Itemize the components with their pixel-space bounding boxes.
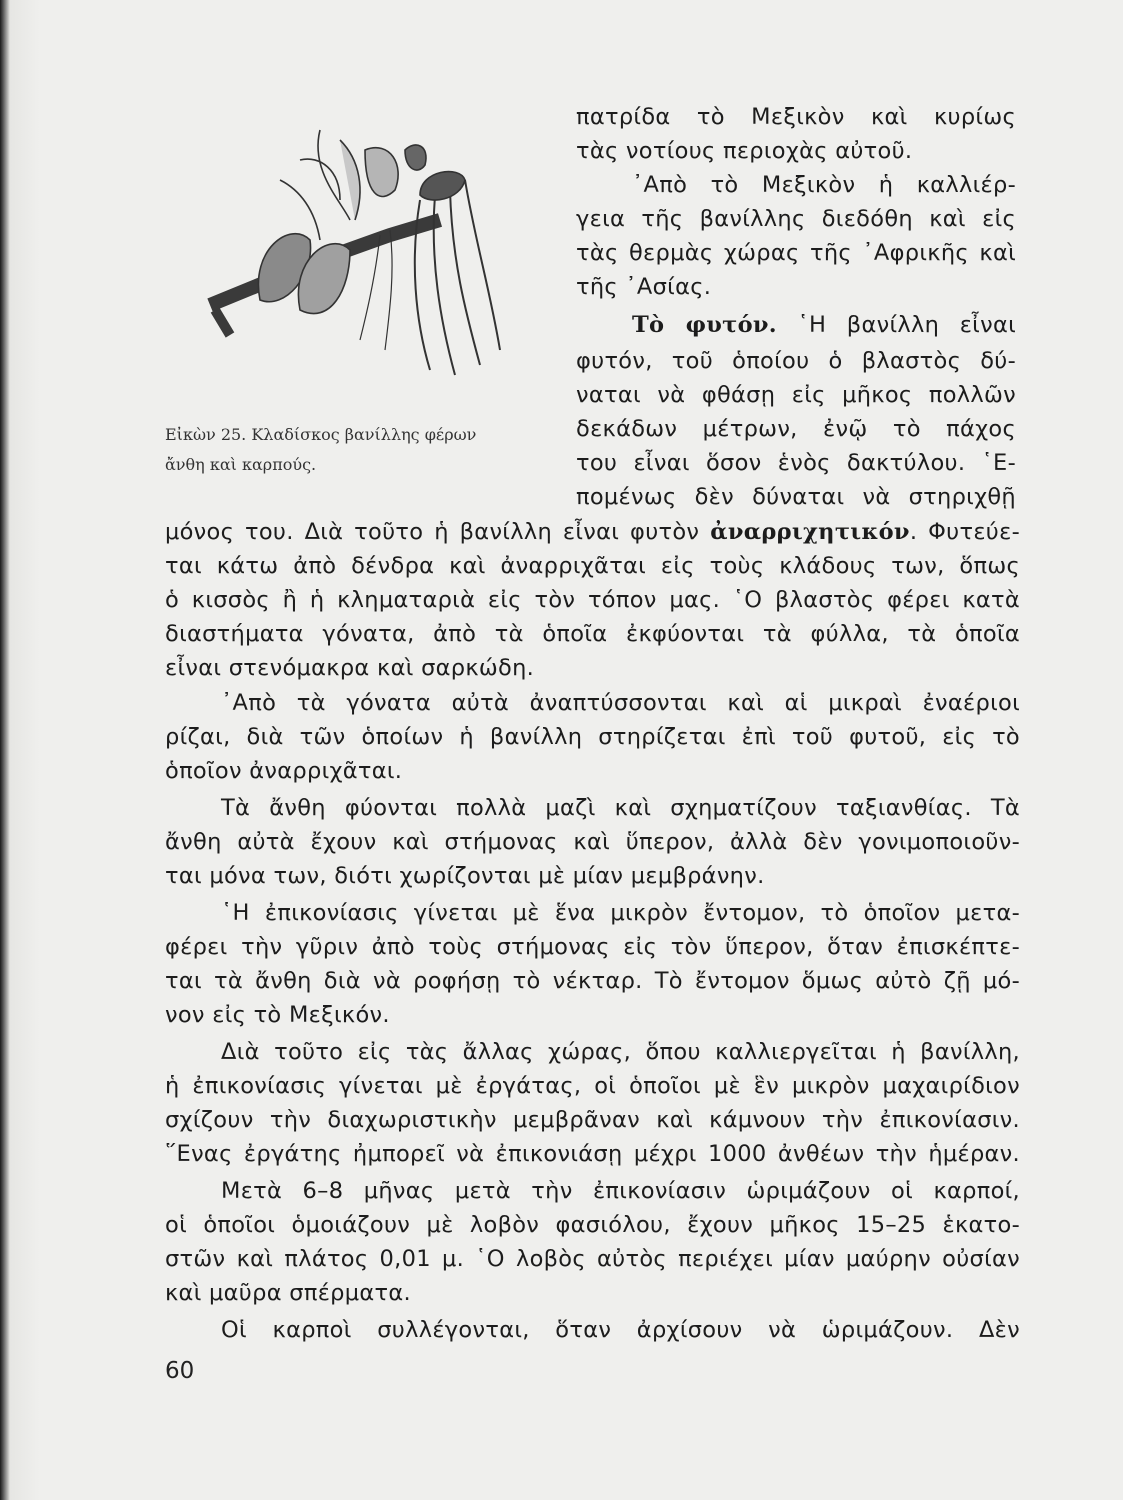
text-line: ται μόνα των, διότι χωρίζονται μὲ μίαν μεμβράνην. xyxy=(165,863,765,889)
text-line: ται τὰ ἄνθη διὰ νὰ ροφήσῃ τὸ νέκταρ. Τὸ ἔντομον ὅμως αὐτὸ ζῇ μό- xyxy=(165,968,1020,994)
text-line: γεια τῆς βανίλλης διεδόθη καὶ εἰς xyxy=(576,206,1016,232)
text-line: του εἶναι ὅσον ἑνὸς δακτύλου. ῾Ε- xyxy=(576,450,1016,476)
text-line: καὶ μαῦρα σπέρματα. xyxy=(165,1280,411,1306)
text-line: ὁ κισσὸς ἢ ἡ κληματαριὰ εἰς τὸν τόπον μας. ῾Ο βλαστὸς φέρει κατὰ xyxy=(165,587,1020,613)
text-line: δεκάδων μέτρων, ἐνῷ τὸ πάχος xyxy=(576,416,1016,442)
vanilla-branch-illustration xyxy=(190,110,530,410)
text-line: Διὰ τοῦτο εἰς τὰς ἄλλας χώρας, ὅπου καλλιεργεῖται ἡ βανίλλη, xyxy=(221,1039,1020,1065)
text-span: μόνος του. Διὰ τοῦτο ἡ βανίλλη εἶναι φυτὸν xyxy=(165,519,700,545)
text-line: Μετὰ 6–8 μῆνας μετὰ τὴν ἐπικονίασιν ὡριμάζουν οἱ καρποί, xyxy=(221,1178,1020,1204)
section-heading: Τὸ φυτόν. xyxy=(632,312,777,338)
section-heading-line xyxy=(576,308,1016,342)
figure-caption-line-1: Εἰκὼν 25. Κλαδίσκος βανίλλης φέρων xyxy=(165,425,477,444)
text-line: Τὰ ἄνθη φύονται πολλὰ μαζὶ καὶ σχηματίζουν ταξιανθίας. Τὰ xyxy=(221,795,1020,821)
text-line: οἱ ὁποῖοι ὁμοιάζουν μὲ λοβὸν φασιόλου, ἔχουν μῆκος 15–25 ἑκατο- xyxy=(165,1212,1020,1238)
text-line: ὁποῖον ἀναρριχᾶται. xyxy=(165,758,403,784)
text-line: ρίζαι, διὰ τῶν ὁποίων ἡ βανίλλη στηρίζεται ἐπὶ τοῦ φυτοῦ, εἰς τὸ xyxy=(165,724,1020,750)
text-line: πομένως δὲν δύναται νὰ στηριχθῇ xyxy=(576,484,1016,510)
text-line: ται κάτω ἀπὸ δένδρα καὶ ἀναρριχᾶται εἰς τοὺς κλάδους των, ὅπως xyxy=(165,553,1020,579)
text-line: Οἱ καρποὶ συλλέγονται, ὅταν ἀρχίσουν νὰ ὡριμάζουν. Δὲν xyxy=(221,1317,1020,1343)
text-line: στῶν καὶ πλάτος 0,01 μ. ῾Ο λοβὸς αὐτὸς περιέχει μίαν μαύρην οὐσίαν xyxy=(165,1246,1020,1272)
text-line: σχίζουν τὴν διαχωριστικὴν μεμβρᾶναν καὶ κάμνουν τὴν ἐπικονίασιν. xyxy=(165,1107,1020,1133)
text-line: ναται νὰ φθάσῃ εἰς μῆκος πολλῶν xyxy=(576,382,1016,408)
text-line: φέρει τὴν γῦριν ἀπὸ τοὺς στήμονας εἰς τὸν ὕπερον, ὅταν ἐπισκέπτε- xyxy=(165,934,1020,960)
page-number: 60 xyxy=(165,1358,195,1384)
text-line: ἡ ἐπικονίασις γίνεται μὲ ἐργάτας, οἱ ὁποῖοι μὲ ἓν μικρὸν μαχαιρίδιον xyxy=(165,1073,1020,1099)
figure-caption xyxy=(165,420,550,480)
text-line: τὰς θερμὰς χώρας τῆς ᾿Αφρικῆς καὶ xyxy=(576,240,1016,266)
text-line: τῆς ᾿Ασίας. xyxy=(576,274,712,300)
text-line: φυτόν, τοῦ ὁποίου ὁ βλαστὸς δύ- xyxy=(576,348,1016,374)
text-line: ῞Ενας ἐργάτης ἠμπορεῖ νὰ ἐπικονιάσῃ μέχρι 1000 ἀνθέων τὴν ἡμέραν. xyxy=(165,1141,1020,1167)
text-line: ᾿Απὸ τὰ γόνατα αὐτὰ ἀναπτύσσονται καὶ αἱ μικραὶ ἐναέριοι xyxy=(221,690,1020,716)
text-line: διαστήματα γόνατα, ἀπὸ τὰ ὁποῖα ἐκφύονται τὰ φύλλα, τὰ ὁποῖα xyxy=(165,621,1020,647)
text-line: τὰς νοτίους περιοχὰς αὐτοῦ. xyxy=(576,138,913,164)
text-line: ῾Η ἐπικονίασις γίνεται μὲ ἕνα μικρὸν ἔντομον, τὸ ὁποῖον μετα- xyxy=(221,900,1020,926)
text-span: ῾Η βανίλλη εἶναι xyxy=(797,312,1016,338)
figure-caption-line-2: ἄνθη καὶ καρπούς. xyxy=(165,455,317,474)
text-line: πατρίδα τὸ Μεξικὸν καὶ κυρίως xyxy=(576,104,1016,130)
text-line: νον εἰς τὸ Μεξικόν. xyxy=(165,1002,390,1028)
text-line xyxy=(165,515,1020,549)
emphasis-term: ἀναρριχητικόν xyxy=(710,519,910,545)
text-line: εἶναι στενόμακρα καὶ σαρκώδη. xyxy=(165,655,535,681)
text-span: . Φυτεύε- xyxy=(909,519,1020,545)
text-line: ᾿Απὸ τὸ Μεξικὸν ἡ καλλιέρ- xyxy=(632,172,1016,198)
text-line: ἄνθη αὐτὰ ἔχουν καὶ στήμονας καὶ ὕπερον, ἀλλὰ δὲν γονιμοποιοῦν- xyxy=(165,829,1020,855)
